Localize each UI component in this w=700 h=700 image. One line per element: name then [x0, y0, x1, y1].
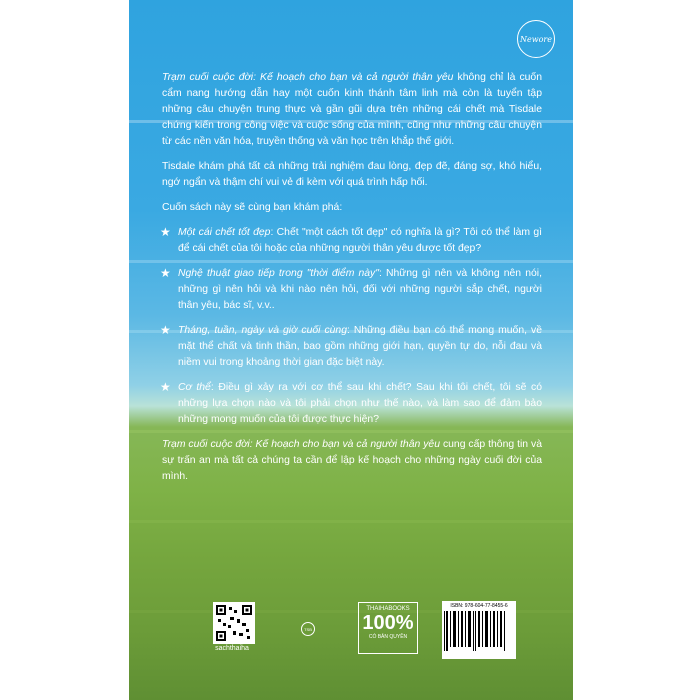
barcode: ISBN: 978-604-77-8455-6	[442, 601, 516, 659]
bullet-item: ★ Tháng, tuần, ngày và giờ cuối cùng: Những điều bạn có thể mong muốn, về mặt thể chất và tinh thần, bao gồm những giới hạn, quyền tự do, nỗi đau và niềm vui trong khoảng thời gian đặc biệt này.	[162, 323, 542, 371]
star-icon: ★	[160, 225, 171, 239]
publisher-logo: Newore	[517, 20, 555, 58]
paragraph: Cuốn sách này sẽ cùng bạn khám phá:	[162, 202, 343, 213]
paragraph: Tisdale khám phá tất cả những trải nghiệm đau lòng, đẹp đẽ, đáng sợ, khó hiểu, ngớ ngẩn và thậm chí vui vẻ đi kèm với quá trình hấp hối.	[162, 161, 542, 188]
bullet-item: ★ Nghệ thuật giao tiếp trong "thời điểm này": Những gì nên và không nên nói, những gì nên hỏi và khi nào nên hỏi, đối với những người sắp chết, người thân yêu, bác sĩ, v.v..	[162, 266, 542, 314]
qr-label: sachthaiha	[215, 645, 249, 652]
star-icon: ★	[160, 266, 171, 280]
paragraph: Trạm cuối cuộc đời: Kế hoạch cho bạn và cả người thân yêu không chỉ là cuốn cẩm nang hướng dẫn hay một cuốn kinh thánh tâm linh mà còn là tuyển tập những câu chuyện trung thực và gần gũi dựa trên những cái chết mà Tisdale chứng kiến trong công việc và cuộc sống của mình, cũng như những câu chuyện từ các nền văn hóa, truyền thống và văn học trên khắp thế giới.	[162, 72, 542, 147]
closing-paragraph: Trạm cuối cuộc đời: Kế hoạch cho bạn và cả người thân yêu cung cấp thông tin và sự trấn an mà tất cả chúng ta cần để lập kế hoạch cho những ngày cuối đời của mình.	[162, 439, 542, 482]
publisher-mark: TSB	[301, 622, 315, 636]
copyright-badge: THAIHABOOKS 100% CÓ BẢN QUYỀN	[358, 602, 418, 654]
star-icon: ★	[160, 323, 171, 337]
qr-code	[213, 602, 255, 644]
book-back-cover	[129, 0, 573, 700]
blurb	[162, 70, 542, 494]
bullet-item: ★ Một cái chết tốt đẹp: Chết "một cách tốt đẹp" có nghĩa là gì? Tôi có thể làm gì để cái chết của tôi hoặc của những người thân yêu được tốt đẹp?	[162, 225, 542, 257]
star-icon: ★	[160, 380, 171, 394]
brush-stroke	[129, 520, 573, 523]
bullet-item: ★ Cơ thể: Điều gì xảy ra với cơ thể sau khi chết? Sau khi tôi chết, tôi sẽ có những lựa chọn nào và tôi phải chọn như thế nào, và làm sao để đảm bảo những mong muốn của tôi được thực hiện?	[162, 380, 542, 428]
